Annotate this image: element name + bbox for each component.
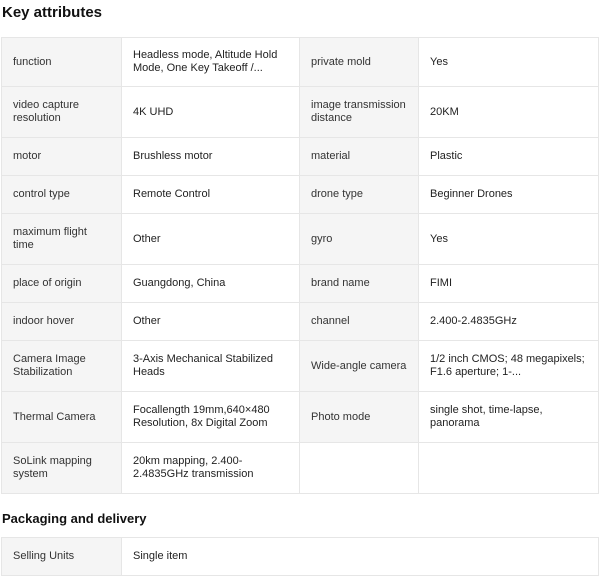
attribute-name: brand name <box>300 265 419 303</box>
attribute-value: Focallength 19mm,640×480 Resolution, 8x Digital Zoom <box>122 392 300 443</box>
attribute-name: channel <box>300 303 419 341</box>
attribute-name: control type <box>2 176 122 214</box>
table-row <box>2 538 599 576</box>
attribute-value: 3-Axis Mechanical Stabilized Heads <box>122 341 300 392</box>
table-row <box>2 443 599 494</box>
packaging-table <box>1 537 599 576</box>
attribute-name: place of origin <box>2 265 122 303</box>
attribute-name: private mold <box>300 38 419 87</box>
attribute-name: Camera Image Stabilization <box>2 341 122 392</box>
attribute-name: Selling Units <box>2 538 122 576</box>
attribute-name: video capture resolution <box>2 87 122 138</box>
table-row <box>2 138 599 176</box>
attribute-value: FIMI <box>419 265 599 303</box>
table-row <box>2 392 599 443</box>
empty-attribute-value <box>419 443 599 494</box>
table-row <box>2 303 599 341</box>
attribute-name: indoor hover <box>2 303 122 341</box>
attribute-name: maximum flight time <box>2 214 122 265</box>
attribute-value: Yes <box>419 214 599 265</box>
attribute-value: 20km mapping, 2.400-2.4835GHz transmission <box>122 443 300 494</box>
table-row <box>2 87 599 138</box>
attribute-value: 1/2 inch CMOS; 48 megapixels; F1.6 aperture; 1-... <box>419 341 599 392</box>
attribute-value: Plastic <box>419 138 599 176</box>
attribute-name: Photo mode <box>300 392 419 443</box>
attribute-value: Headless mode, Altitude Hold Mode, One Key Takeoff /... <box>122 38 300 87</box>
empty-attribute-name <box>300 443 419 494</box>
table-row <box>2 214 599 265</box>
table-row <box>2 176 599 214</box>
attribute-value: 2.400-2.4835GHz <box>419 303 599 341</box>
attribute-value: Single item <box>122 538 599 576</box>
attribute-value: Brushless motor <box>122 138 300 176</box>
attribute-value: 4K UHD <box>122 87 300 138</box>
attribute-name: image transmission distance <box>300 87 419 138</box>
attribute-name: motor <box>2 138 122 176</box>
key-attributes-table <box>1 37 599 494</box>
attribute-name: Thermal Camera <box>2 392 122 443</box>
table-row <box>2 38 599 87</box>
attribute-value: Guangdong, China <box>122 265 300 303</box>
attribute-name: material <box>300 138 419 176</box>
attribute-value: Other <box>122 214 300 265</box>
attribute-value: Remote Control <box>122 176 300 214</box>
attribute-value: Yes <box>419 38 599 87</box>
attribute-value: 20KM <box>419 87 599 138</box>
attribute-name: Wide-angle camera <box>300 341 419 392</box>
attribute-name: SoLink mapping system <box>2 443 122 494</box>
packaging-delivery-title: Packaging and delivery <box>2 511 147 526</box>
attribute-value: Other <box>122 303 300 341</box>
attribute-name: gyro <box>300 214 419 265</box>
table-row <box>2 341 599 392</box>
attribute-value: single shot, time-lapse, panorama <box>419 392 599 443</box>
key-attributes-title: Key attributes <box>2 4 103 21</box>
attribute-value: Beginner Drones <box>419 176 599 214</box>
attribute-name: function <box>2 38 122 87</box>
attribute-name: drone type <box>300 176 419 214</box>
table-row <box>2 265 599 303</box>
